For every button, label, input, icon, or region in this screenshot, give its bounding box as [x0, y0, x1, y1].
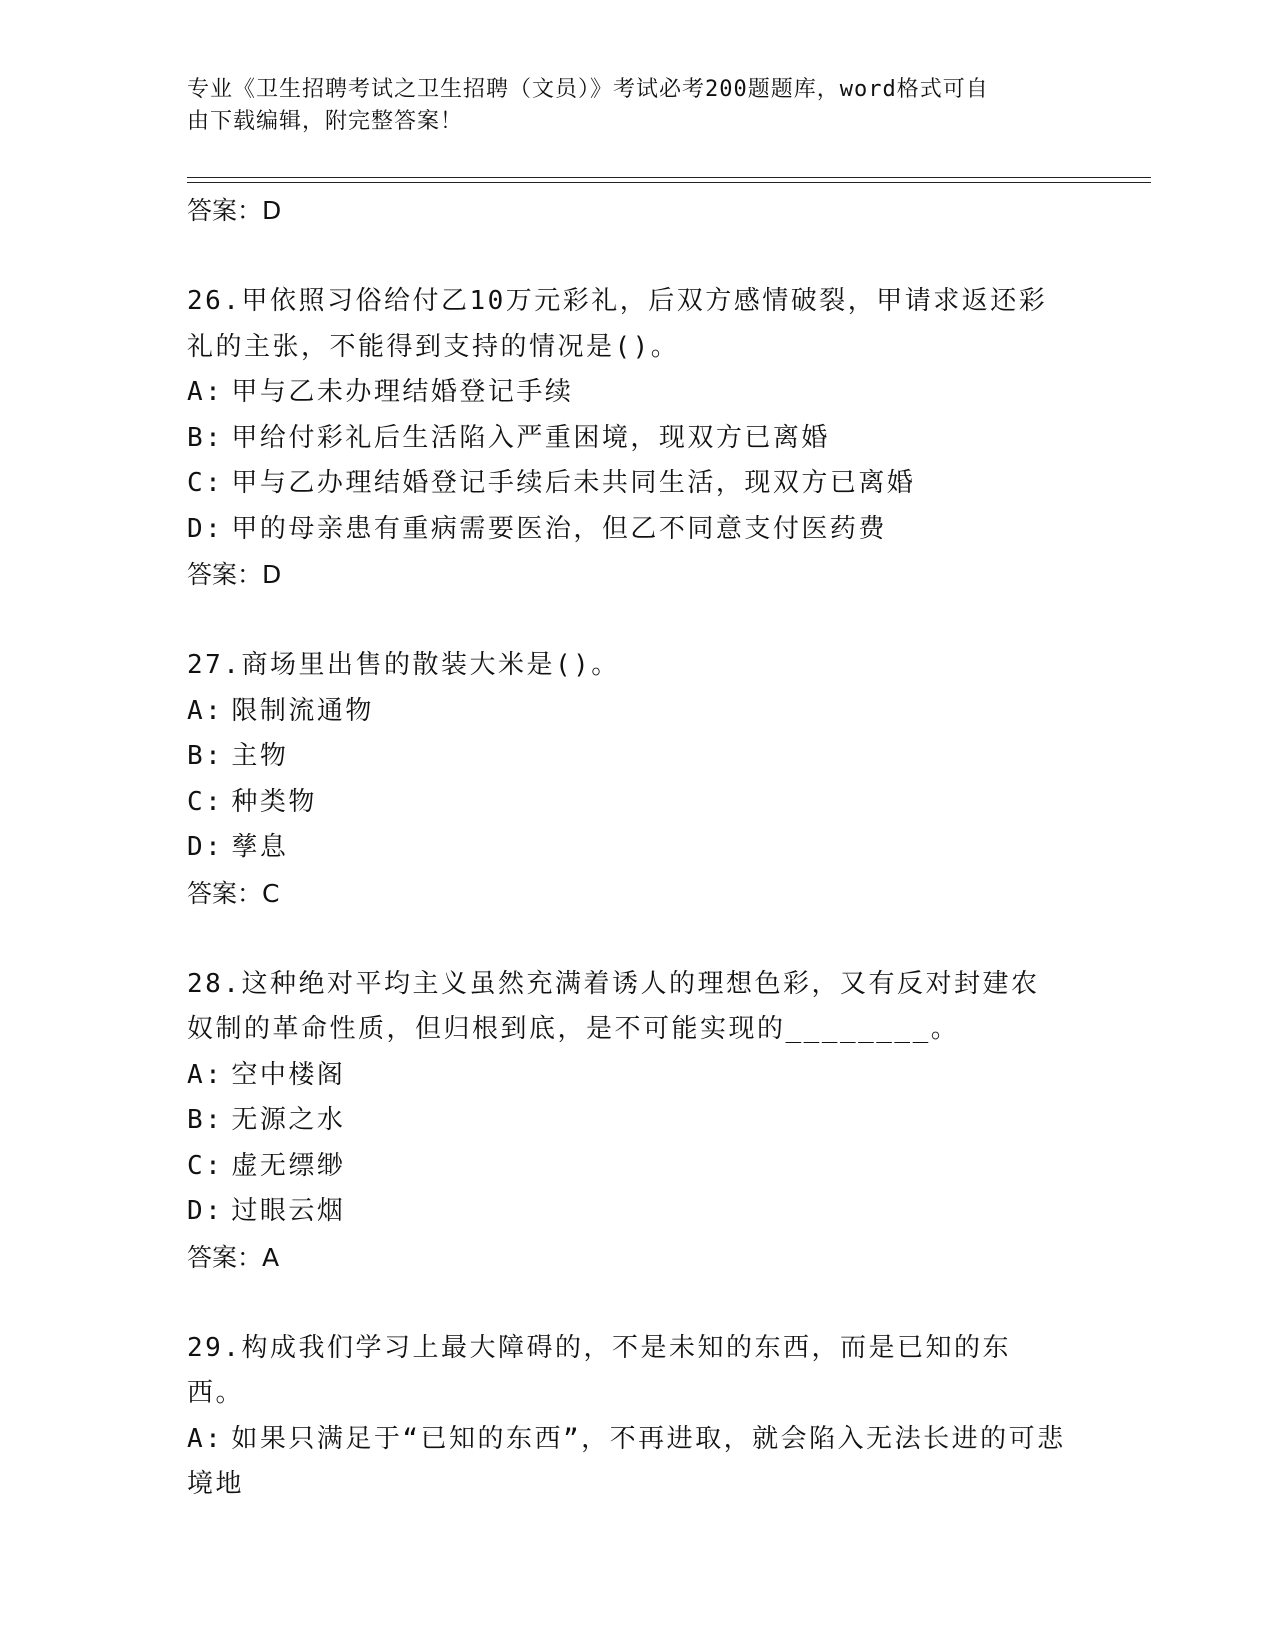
header-line-2: 由下载编辑，附完整答案！: [187, 109, 464, 134]
question-stem: 29.构成我们学习上最大障碍的，不是未知的东西，而是已知的东西。: [187, 1332, 1011, 1408]
answer-line: 答案：D: [187, 196, 282, 225]
option-text: 甲的母亲患有重病需要医治，但乙不同意支付医药费: [231, 513, 887, 544]
option-letter: C:: [187, 786, 224, 817]
option-b: [187, 416, 1067, 462]
answer-line: 答案：C: [187, 878, 280, 908]
option-d: [187, 507, 1067, 553]
option-letter: B:: [187, 1105, 224, 1135]
option-text: 种类物: [231, 786, 317, 817]
option-letter: A:: [187, 1423, 224, 1454]
option-a: [187, 370, 1067, 416]
option-a: [187, 1417, 1067, 1508]
option-letter: B:: [187, 422, 224, 453]
option-letter: A:: [187, 695, 224, 726]
option-b: [187, 734, 1067, 780]
document-header: [187, 74, 1067, 138]
option-letter: A:: [187, 1059, 224, 1090]
option-text: 甲与乙办理结婚登记手续后未共同生活，现双方已离婚: [231, 468, 916, 498]
answer-line: 答案：A: [187, 1242, 280, 1272]
option-d: [187, 825, 1067, 871]
question-block-26: [187, 279, 1087, 597]
option-text: 如果只满足于“已知的东西”，不再进取，就会陷入无法长进的可悲境地: [187, 1423, 1066, 1499]
option-letter: D:: [187, 832, 224, 862]
question-stem: 26.甲依照习俗给付乙10万元彩礼，后双方感情破裂，甲请求返还彩礼的主张，不能得到支持的情况是()。: [187, 286, 1048, 362]
option-letter: A:: [187, 377, 224, 407]
option-d: [187, 1189, 1067, 1235]
option-text: 甲与乙未办理结婚登记手续: [231, 377, 574, 407]
option-b: [187, 1098, 1067, 1144]
option-text: 主物: [231, 741, 289, 771]
option-text: 过眼云烟: [231, 1196, 346, 1226]
header-divider-bottom: [187, 182, 1151, 183]
option-letter: D:: [187, 1196, 224, 1226]
option-a: [187, 689, 1067, 735]
option-letter: C:: [187, 468, 224, 498]
option-text: 空中楼阁: [231, 1059, 346, 1090]
option-c: [187, 461, 1067, 507]
option-a: [187, 1053, 1067, 1099]
option-c: [187, 1144, 1067, 1190]
option-text: 孳息: [231, 832, 289, 862]
option-text: 甲给付彩礼后生活陷入严重困境，现双方已离婚: [231, 422, 830, 453]
question-stem: 28.这种绝对平均主义虽然充满着诱人的理想色彩，又有反对封建农奴制的革命性质，但归根到底，是不可能实现的________。: [187, 968, 1040, 1044]
question-block-27: [187, 643, 1087, 916]
option-c: [187, 780, 1067, 826]
question-block-28: [187, 962, 1087, 1280]
option-text: 无源之水: [231, 1105, 346, 1135]
header-line-1: 专业《卫生招聘考试之卫生招聘（文员）》考试必考200题题库，word格式可自: [187, 77, 989, 102]
option-text: 限制流通物: [231, 695, 374, 726]
header-divider-top: [187, 177, 1151, 178]
option-letter: C:: [187, 1150, 224, 1181]
question-list: [187, 188, 1087, 1508]
answer-line: 答案：D: [187, 560, 282, 589]
option-letter: D:: [187, 513, 224, 544]
option-letter: B:: [187, 741, 224, 771]
option-text: 虚无缥缈: [231, 1150, 346, 1181]
question-block-29: [187, 1326, 1087, 1508]
question-stem: 27.商场里出售的散装大米是()。: [187, 650, 620, 680]
